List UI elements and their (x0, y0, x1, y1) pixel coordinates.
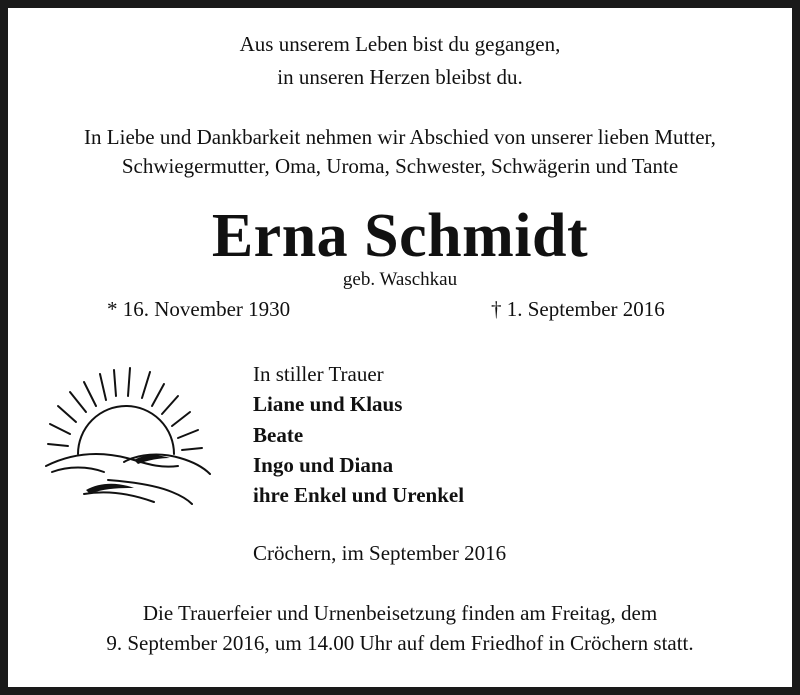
mourner-name: ihre Enkel und Urenkel (253, 483, 465, 507)
death-date: † 1. September 2016 (491, 297, 665, 321)
funeral-line-1: Die Trauerfeier und Urnenbeisetzung finden am Freitag, dem (142, 601, 658, 625)
funeral-line-2: 9. September 2016, um 14.00 Uhr auf dem Friedhof in Cröchern statt. (106, 631, 694, 655)
intro-line-2: Schwiegermutter, Oma, Uroma, Schwester, Schwägerin und Tante (121, 154, 679, 178)
birth-date: * 16. November 1930 (107, 297, 291, 321)
mourner-name: Ingo und Diana (253, 453, 394, 477)
intro-line-1: In Liebe und Dankbarkeit nehmen wir Abschied von unserer lieben Mutter, (84, 125, 716, 149)
place-date: Cröchern, im September 2016 (253, 541, 507, 565)
mourners-heading: In stiller Trauer (253, 362, 384, 386)
mourner-name: Beate (253, 423, 304, 447)
maiden-name: geb. Waschkau (342, 269, 458, 290)
mourner-name: Liane und Klaus (253, 392, 403, 416)
verse-line-2: in unseren Herzen bleibst du. (277, 65, 523, 89)
verse-line-1: Aus unserem Leben bist du gegangen, (239, 32, 561, 56)
sunset-icon (38, 362, 218, 512)
deceased-name: Erna Schmidt (211, 202, 589, 270)
